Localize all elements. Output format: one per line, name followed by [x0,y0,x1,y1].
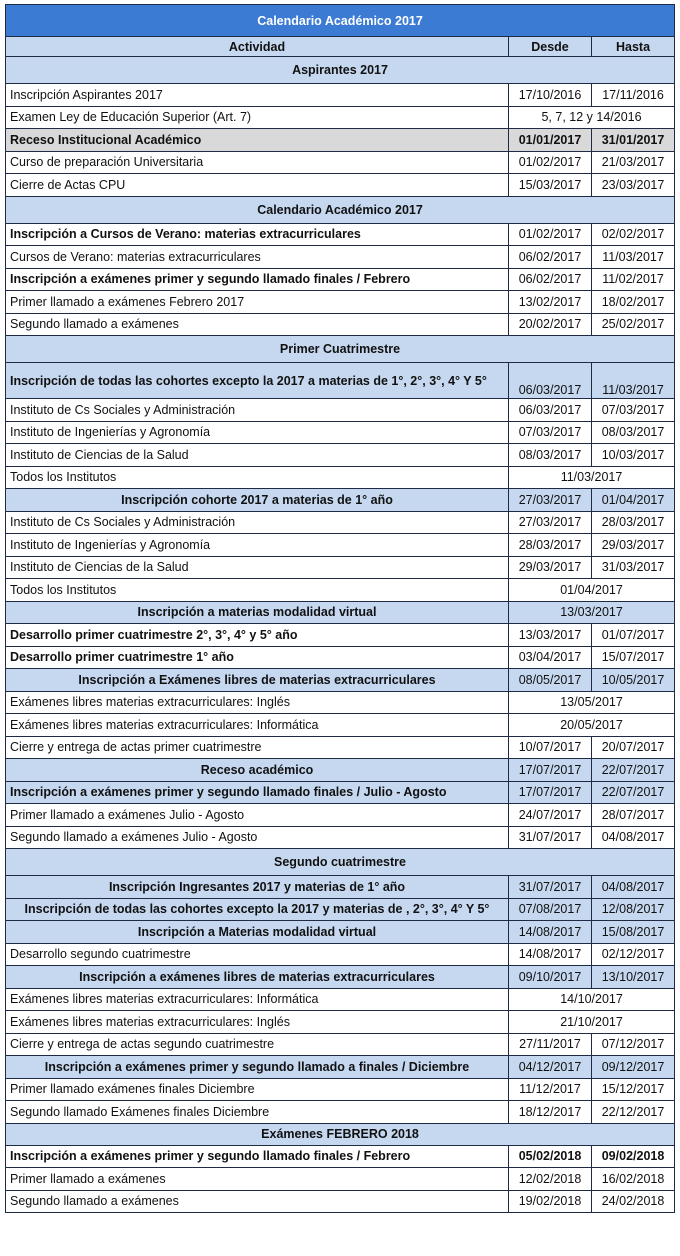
from-date-cell: 06/02/2017 [509,246,592,269]
activity-cell: Inscripción de todas las cohortes excepto la 2017 y materias de , 2°, 3°, 4° Y 5° [6,898,509,921]
date-cell: 01/04/2017 [509,579,675,602]
table-row [6,399,675,422]
section-title: Aspirantes 2017 [6,57,675,84]
to-date-cell: 16/02/2018 [592,1168,675,1191]
to-date-cell: 29/03/2017 [592,534,675,557]
activity-cell: Inscripción a exámenes primer y segundo llamado finales / Julio - Agosto [6,781,509,804]
activity-cell: Inscripción a materias modalidad virtual [6,601,509,624]
activity-cell: Cierre y entrega de actas segundo cuatrimestre [6,1033,509,1056]
activity-cell: Segundo llamado a exámenes [6,1190,509,1213]
to-date-cell: 11/02/2017 [592,268,675,291]
table-row [6,759,675,782]
activity-cell: Cursos de Verano: materias extracurriculares [6,246,509,269]
activity-cell: Cierre y entrega de actas primer cuatrimestre [6,736,509,759]
table-row [6,291,675,314]
table-row [6,646,675,669]
table-row [6,489,675,512]
section-header-row [6,849,675,876]
to-date-cell: 15/12/2017 [592,1078,675,1101]
table-row [6,174,675,197]
page-title: Calendario Académico 2017 [6,5,675,37]
activity-cell: Inscripción a Materias modalidad virtual [6,921,509,944]
to-date-cell: 09/12/2017 [592,1056,675,1079]
from-date-cell: 01/01/2017 [509,129,592,152]
to-date-cell: 07/03/2017 [592,399,675,422]
table-row [6,826,675,849]
from-date-cell: 20/02/2017 [509,313,592,336]
table-row [6,876,675,899]
table-row [6,363,675,399]
from-date-cell: 07/08/2017 [509,898,592,921]
table-row [6,84,675,107]
table-row [6,511,675,534]
to-date-cell: 21/03/2017 [592,151,675,174]
from-date-cell: 31/07/2017 [509,876,592,899]
table-row [6,1056,675,1079]
from-date-cell: 17/10/2016 [509,84,592,107]
from-date-cell: 06/02/2017 [509,268,592,291]
table-row [6,421,675,444]
table-row [6,1011,675,1034]
to-date-cell: 02/02/2017 [592,223,675,246]
from-date-cell: 12/02/2018 [509,1168,592,1191]
table-row [6,898,675,921]
table-row [6,129,675,152]
from-date-cell: 18/12/2017 [509,1101,592,1124]
from-date-cell: 27/03/2017 [509,511,592,534]
from-date-cell: 01/02/2017 [509,223,592,246]
table-row [6,669,675,692]
date-cell: 13/05/2017 [509,691,675,714]
activity-cell: Desarrollo primer cuatrimestre 1° año [6,646,509,669]
section-title: Calendario Académico 2017 [6,196,675,223]
to-date-cell: 31/01/2017 [592,129,675,152]
table-row [6,246,675,269]
activity-cell: Inscripción cohorte 2017 a materias de 1° año [6,489,509,512]
from-date-cell: 29/03/2017 [509,556,592,579]
section-header-row [6,57,675,84]
to-date-cell: 08/03/2017 [592,421,675,444]
to-date-cell: 04/08/2017 [592,826,675,849]
date-cell: 20/05/2017 [509,714,675,737]
table-row [6,1078,675,1101]
date-cell: 13/03/2017 [509,601,675,624]
to-date-cell: 22/07/2017 [592,759,675,782]
section-header-row [6,196,675,223]
from-date-cell: 15/03/2017 [509,174,592,197]
table-row [6,691,675,714]
section-title: Primer Cuatrimestre [6,336,675,363]
to-date-cell: 25/02/2017 [592,313,675,336]
date-cell: 11/03/2017 [509,466,675,489]
from-date-cell: 27/11/2017 [509,1033,592,1056]
to-date-cell: 28/07/2017 [592,804,675,827]
from-date-cell: 17/07/2017 [509,781,592,804]
section-header-row [6,336,675,363]
from-date-cell: 17/07/2017 [509,759,592,782]
from-date-cell: 03/04/2017 [509,646,592,669]
column-header-row [6,37,675,57]
from-date-cell: 31/07/2017 [509,826,592,849]
table-row [6,781,675,804]
column-header-activity: Actividad [6,37,509,57]
from-date-cell: 01/02/2017 [509,151,592,174]
to-date-cell: 10/03/2017 [592,444,675,467]
activity-cell: Inscripción a exámenes primer y segundo llamado finales / Febrero [6,1145,509,1168]
date-cell: 21/10/2017 [509,1011,675,1034]
from-date-cell: 14/08/2017 [509,943,592,966]
table-row [6,1101,675,1124]
to-date-cell: 09/02/2018 [592,1145,675,1168]
title-row [6,5,675,37]
activity-cell: Exámenes libres materias extracurriculares: Informática [6,714,509,737]
from-date-cell: 08/05/2017 [509,669,592,692]
table-row [6,1168,675,1191]
to-date-cell: 20/07/2017 [592,736,675,759]
from-date-cell: 27/03/2017 [509,489,592,512]
table-row [6,534,675,557]
to-date-cell: 10/05/2017 [592,669,675,692]
activity-cell: Receso académico [6,759,509,782]
table-row [6,1033,675,1056]
from-date-cell: 14/08/2017 [509,921,592,944]
to-date-cell: 24/02/2018 [592,1190,675,1213]
to-date-cell: 07/12/2017 [592,1033,675,1056]
column-header-to: Hasta [592,37,675,57]
from-date-cell: 24/07/2017 [509,804,592,827]
activity-cell: Inscripción a Exámenes libres de materias extracurriculares [6,669,509,692]
to-date-cell: 22/12/2017 [592,1101,675,1124]
activity-cell: Instituto de Ingenierías y Agronomía [6,534,509,557]
table-row [6,943,675,966]
table-row [6,556,675,579]
from-date-cell: 09/10/2017 [509,966,592,989]
date-cell: 5, 7, 12 y 14/2016 [509,106,675,129]
activity-cell: Segundo llamado Exámenes finales Diciembre [6,1101,509,1124]
activity-cell: Exámenes libres materias extracurriculares: Inglés [6,691,509,714]
from-date-cell: 04/12/2017 [509,1056,592,1079]
activity-cell: Instituto de Cs Sociales y Administración [6,511,509,534]
to-date-cell: 04/08/2017 [592,876,675,899]
from-date-cell: 28/03/2017 [509,534,592,557]
section-header-row [6,1123,675,1145]
from-date-cell: 07/03/2017 [509,421,592,444]
from-date-cell: 11/12/2017 [509,1078,592,1101]
table-row [6,624,675,647]
from-date-cell: 10/07/2017 [509,736,592,759]
activity-cell: Cierre de Actas CPU [6,174,509,197]
to-date-cell: 13/10/2017 [592,966,675,989]
activity-cell: Instituto de Ciencias de la Salud [6,444,509,467]
activity-cell: Receso Institucional Académico [6,129,509,152]
table-row [6,313,675,336]
to-date-cell: 15/08/2017 [592,921,675,944]
table-row [6,714,675,737]
table-row [6,106,675,129]
table-row [6,268,675,291]
table-row [6,966,675,989]
from-date-cell: 19/02/2018 [509,1190,592,1213]
activity-cell: Todos los Institutos [6,579,509,602]
activity-cell: Inscripción a exámenes primer y segundo llamado finales / Febrero [6,268,509,291]
activity-cell: Primer llamado a exámenes Julio - Agosto [6,804,509,827]
from-date-cell: 05/02/2018 [509,1145,592,1168]
activity-cell: Inscripción Aspirantes 2017 [6,84,509,107]
to-date-cell: 28/03/2017 [592,511,675,534]
activity-cell: Inscripción Ingresantes 2017 y materias de 1° año [6,876,509,899]
activity-cell: Segundo llamado a exámenes [6,313,509,336]
activity-cell: Primer llamado a exámenes Febrero 2017 [6,291,509,314]
section-title: Exámenes FEBRERO 2018 [6,1123,675,1145]
activity-cell: Instituto de Ciencias de la Salud [6,556,509,579]
table-row [6,804,675,827]
column-header-from: Desde [509,37,592,57]
to-date-cell: 18/02/2017 [592,291,675,314]
activity-cell: Primer llamado exámenes finales Diciembre [6,1078,509,1101]
activity-cell: Exámenes libres materias extracurriculares: Inglés [6,1011,509,1034]
table-row [6,466,675,489]
activity-cell: Desarrollo segundo cuatrimestre [6,943,509,966]
to-date-cell: 12/08/2017 [592,898,675,921]
section-title: Segundo cuatrimestre [6,849,675,876]
table-row [6,223,675,246]
activity-cell: Inscripción a exámenes libres de materias extracurriculares [6,966,509,989]
from-date-cell: 13/03/2017 [509,624,592,647]
activity-cell: Instituto de Ingenierías y Agronomía [6,421,509,444]
activity-cell: Desarrollo primer cuatrimestre 2°, 3°, 4° y 5° año [6,624,509,647]
activity-cell: Primer llamado a exámenes [6,1168,509,1191]
activity-cell: Curso de preparación Universitaria [6,151,509,174]
to-date-cell: 23/03/2017 [592,174,675,197]
table-row [6,601,675,624]
table-row [6,921,675,944]
to-date-cell: 22/07/2017 [592,781,675,804]
activity-cell: Todos los Institutos [6,466,509,489]
activity-cell: Inscripción a exámenes primer y segundo llamado a finales / Diciembre [6,1056,509,1079]
to-date-cell: 02/12/2017 [592,943,675,966]
from-date-cell: 06/03/2017 [509,363,592,399]
to-date-cell: 31/03/2017 [592,556,675,579]
to-date-cell: 11/03/2017 [592,246,675,269]
activity-cell: Segundo llamado a exámenes Julio - Agosto [6,826,509,849]
table-row [6,579,675,602]
activity-cell: Inscripción de todas las cohortes excepto la 2017 a materias de 1°, 2°, 3°, 4° Y 5° [6,363,509,399]
from-date-cell: 08/03/2017 [509,444,592,467]
activity-cell: Inscripción a Cursos de Verano: materias extracurriculares [6,223,509,246]
from-date-cell: 13/02/2017 [509,291,592,314]
to-date-cell: 01/04/2017 [592,489,675,512]
table-row [6,988,675,1011]
academic-calendar-table [5,4,675,1213]
table-row [6,1145,675,1168]
table-row [6,1190,675,1213]
from-date-cell: 06/03/2017 [509,399,592,422]
table-row [6,151,675,174]
table-row [6,444,675,467]
activity-cell: Examen Ley de Educación Superior (Art. 7) [6,106,509,129]
activity-cell: Instituto de Cs Sociales y Administración [6,399,509,422]
to-date-cell: 15/07/2017 [592,646,675,669]
to-date-cell: 17/11/2016 [592,84,675,107]
to-date-cell: 01/07/2017 [592,624,675,647]
table-row [6,736,675,759]
date-cell: 14/10/2017 [509,988,675,1011]
to-date-cell: 11/03/2017 [592,363,675,399]
activity-cell: Exámenes libres materias extracurriculares: Informática [6,988,509,1011]
